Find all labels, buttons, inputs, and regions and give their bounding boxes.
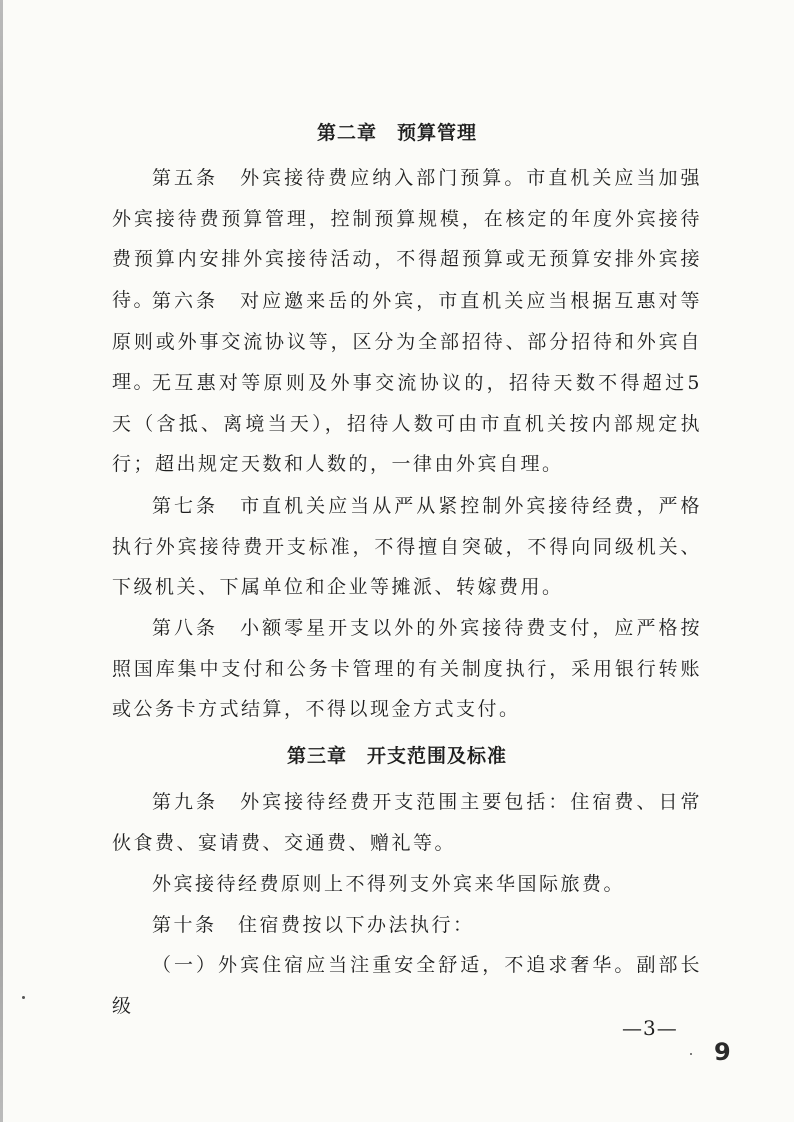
article-8-paragraph: 第八条 小额零星开支以外的外宾接待费支付，应严格按照国库集中支付和公务卡管理的有关制度执行，采用银行转账或公务卡方式结算，不得以现金方式支付。	[112, 617, 702, 720]
article-7-paragraph: 第七条 市直机关应当从严从紧控制外宾接待经费，严格执行外宾接待费开支标准，不得擅自突破，不得向同级机关、下级机关、下属单位和企业等摊派、转嫁费用。	[112, 495, 702, 598]
chapter-3-title: 第三章 开支范围及标准	[286, 745, 507, 767]
clause-1-paragraph: （一）外宾住宿应当注重安全舒适，不追求奢华。副部长级	[112, 954, 702, 1017]
page-number: —3—	[622, 1016, 678, 1040]
scan-speck	[690, 1053, 692, 1055]
scan-edge	[0, 0, 3, 1122]
international-travel-paragraph: 外宾接待经费原则上不得列支外宾来华国际旅费。	[152, 873, 626, 895]
article-5-paragraph: 第五条 外宾接待费应纳入部门预算。市直机关应当加强外宾接待费预算管理，控制预算规模，在核定的年度外宾接待费预算内安排外宾接待活动，不得超预算或无预算安排外宾接待。	[112, 167, 702, 311]
stamp-number: 9	[714, 1038, 731, 1066]
article-6-paragraph: 第六条 对应邀来岳的外宾，市直机关应当根据互惠对等原则或外事交流协议等，区分为全部招待、部分招待和外宾自理。	[112, 290, 702, 393]
article-10-paragraph: 第十条 住宿费按以下办法执行：	[152, 914, 475, 936]
article-9-paragraph: 第九条 外宾接待经费开支范围主要包括：住宿费、日常伙食费、宴请费、交通费、赠礼等。	[112, 791, 702, 854]
chapter-2-title: 第二章 预算管理	[316, 122, 477, 144]
no-reciprocity-paragraph: 无互惠对等原则及外事交流协议的，招待天数不得超过5天（含抵、离境当天），招待人数可由市直机关按内部规定执行；超出规定天数和人数的，一律由外宾自理。	[112, 372, 702, 475]
scan-speck	[22, 996, 25, 999]
